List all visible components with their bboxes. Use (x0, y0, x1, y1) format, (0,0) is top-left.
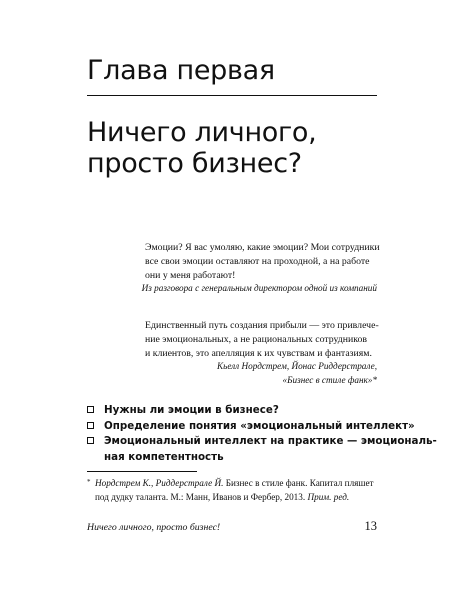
footnote-line (95, 490, 379, 504)
footnote-text: Бизнес в стиле фанк. Капитал пляшет (223, 478, 374, 488)
checkbox-icon (87, 437, 94, 444)
title-divider (87, 95, 377, 96)
footnote-divider (87, 471, 197, 472)
running-title: Ничего личного, просто бизнес! (87, 522, 221, 533)
epigraph-line: Единственный путь создания прибыли — это привлече- (145, 320, 379, 331)
contents-item (87, 419, 415, 435)
epigraph-1-attribution (142, 281, 377, 295)
chapter-label: Глава первая (87, 55, 275, 86)
page-number: 13 (364, 519, 377, 533)
footnote-authors: Нордстрем К., Риддерстрале Й. (95, 478, 224, 488)
epigraph-line: все свои эмоции оставляют на проходной, а на работе (145, 256, 370, 267)
footnote-editor-note: Прим. ред. (307, 492, 350, 502)
footnote-text: под дудку таланта. М.: Манн, Иванов и Фербер, 2013. (95, 492, 308, 502)
epigraph-2 (145, 319, 377, 361)
contents-item-label: Эмоциональный интеллект на практике — эмоциональ- (104, 435, 437, 447)
epigraph-1 (145, 241, 380, 283)
contents-item (87, 434, 437, 465)
chapter-title-line: Ничего личного, (87, 117, 317, 148)
epigraph-line: Эмоции? Я вас умоляю, какие эмоции? Мои сотрудники (145, 242, 380, 253)
attribution-line: Из разговора с генеральным директором одной из компаний (141, 283, 377, 293)
chapter-title (87, 117, 387, 179)
chapter-contents-list (87, 403, 437, 465)
epigraph-2-attribution (217, 359, 377, 387)
contents-item-label: ная компетентность (104, 450, 224, 463)
contents-item (87, 403, 379, 419)
contents-item-label: Определение понятия «эмоциональный интеллект» (104, 419, 415, 432)
footnote-line (95, 476, 379, 490)
epigraph-line: и клиентов, это апелляция к их чувствам и фантазиям. (145, 348, 372, 359)
epigraph-line: они у меня работают! (145, 270, 236, 281)
chapter-title-line: просто бизнес? (87, 148, 302, 179)
epigraph-line: ние эмоциональных, а не рациональных сотрудников (145, 334, 368, 345)
contents-item-label: Нужны ли эмоции в бизнесе? (104, 404, 279, 416)
footnote (87, 476, 379, 504)
checkbox-icon (87, 406, 94, 413)
attribution-line: «Бизнес в стиле фанк»* (282, 375, 377, 385)
footnote-mark: * (87, 478, 91, 486)
attribution-line: Кьелл Нордстрем, Йонас Риддерстрале, (217, 361, 377, 371)
checkbox-icon (87, 422, 94, 429)
